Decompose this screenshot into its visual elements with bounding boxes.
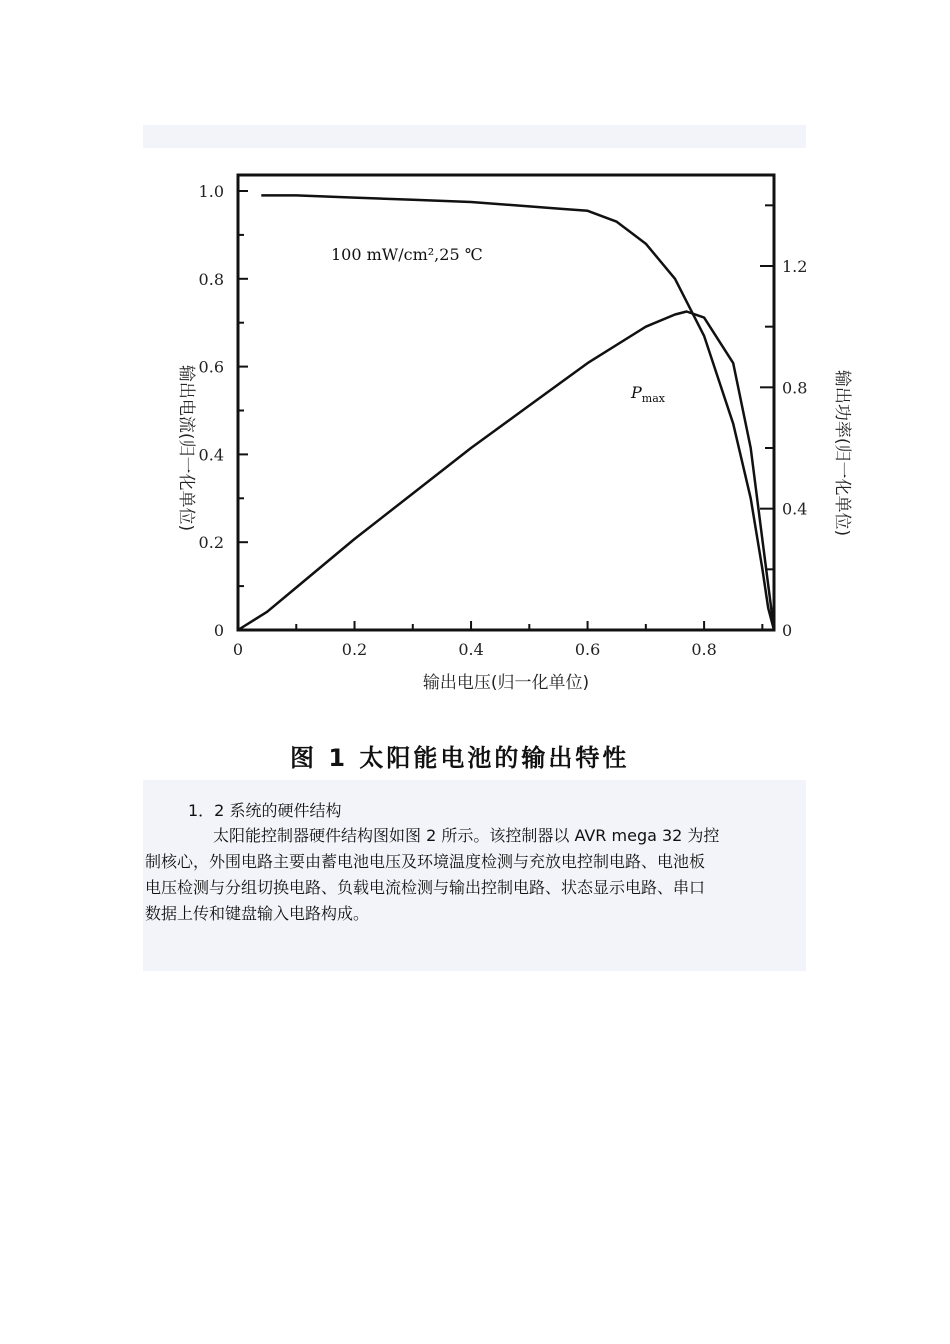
section-paragraph: [145, 823, 805, 927]
paragraph-line: 数据上传和键盘输入电路构成。: [145, 904, 370, 923]
plot-frame: [238, 175, 774, 630]
y-left-tick-label: 0.8: [198, 269, 224, 289]
paragraph-line: 电压检测与分组切换电路、负载电流检测与输出控制电路、状态显示电路、串口: [145, 878, 706, 897]
y-right-tick-label: 1.2: [782, 257, 808, 276]
figure-1: [143, 148, 861, 780]
y-right-tick-label: 0: [782, 621, 793, 640]
y-right-tick-label: 0.4: [782, 499, 808, 519]
power-curve-line: [238, 312, 774, 631]
pmax-sub: max: [641, 392, 665, 405]
y-left-tick-label: 0.6: [198, 357, 224, 377]
y-axis-label-left: 输出电流(归一化单位): [176, 364, 196, 532]
x-tick-label: 0: [232, 640, 244, 659]
y-left-tick-label: 0.2: [198, 533, 224, 553]
y-left-tick-label: 1.0: [198, 182, 224, 201]
y-left-tick-label: 0: [213, 621, 224, 640]
y-right-tick-label: 0.8: [782, 378, 808, 398]
x-tick-label: 0.6: [574, 640, 601, 659]
x-tick-label: 0.2: [341, 640, 368, 659]
iv-chart: [143, 148, 861, 780]
figure-caption: 图 1 太阳能电池的输出特性: [290, 744, 630, 772]
pmax-label: [630, 383, 666, 405]
pmax-main: P: [631, 383, 642, 402]
x-tick-label: 0.4: [458, 640, 484, 659]
paragraph-line: 太阳能控制器硬件结构图如图 2 所示。该控制器以 AVR mega 32 为控: [213, 826, 720, 845]
y-axis-label-right: 输出功率(归一化单位): [832, 369, 852, 537]
x-tick-label: 0.8: [691, 640, 717, 659]
chart-series: [238, 195, 774, 630]
x-axis-label: 输出电压(归一化单位): [422, 673, 590, 693]
condition-annotation: 100 mW/cm²,25 ℃: [331, 245, 483, 264]
chart-ticks: [199, 182, 808, 659]
y-left-tick-label: 0.4: [198, 445, 224, 465]
chart-axes: [238, 175, 774, 630]
paragraph-line: 制核心，外围电路主要由蓄电池电压及环境温度检测与充放电控制电路、电池板: [145, 852, 706, 871]
section-heading: 1．2 系统的硬件结构: [188, 801, 342, 820]
